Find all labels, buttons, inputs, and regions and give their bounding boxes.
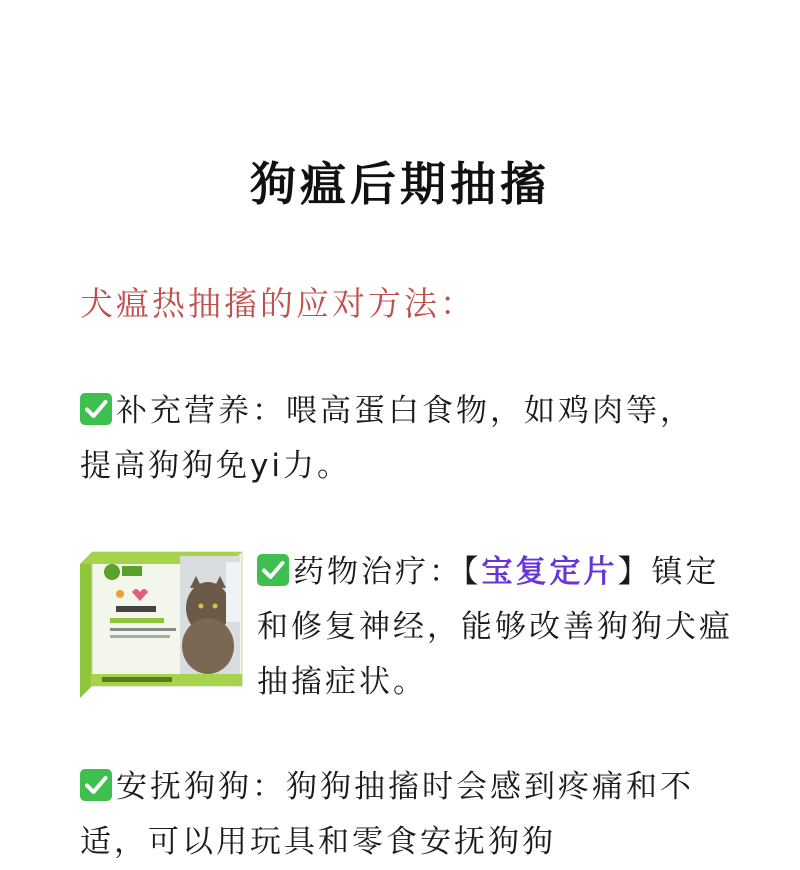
list-item-medication (257, 545, 737, 710)
bracket-close: 】 (617, 554, 652, 590)
product-box-image (80, 548, 248, 698)
check-mark-icon (80, 393, 112, 425)
bracket-open: 【 (463, 554, 482, 590)
list-item-nutrition (80, 384, 720, 494)
item-text: 喂高蛋白食物，如鸡肉等，提高狗狗免yi力。 (80, 393, 694, 484)
check-mark-icon (80, 769, 112, 801)
item-label: 补充营养： (116, 393, 286, 429)
product-name-link[interactable]: 宝复定片 (481, 554, 618, 590)
item-label: 安抚狗狗： (116, 769, 286, 805)
section-heading: 犬瘟热抽搐的应对方法： (80, 284, 476, 323)
page-title: 狗瘟后期抽搐 (250, 157, 550, 211)
check-mark-icon (257, 554, 289, 586)
item-text: 镇定和修复神经，能够改善狗狗犬瘟抽搐症状。 (257, 554, 733, 700)
item-label: 药物治疗： (293, 554, 463, 590)
list-item-comfort (80, 760, 740, 870)
item-text: 狗狗抽搐时会感到疼痛和不适，可以用玩具和零食安抚狗狗 (80, 769, 694, 860)
